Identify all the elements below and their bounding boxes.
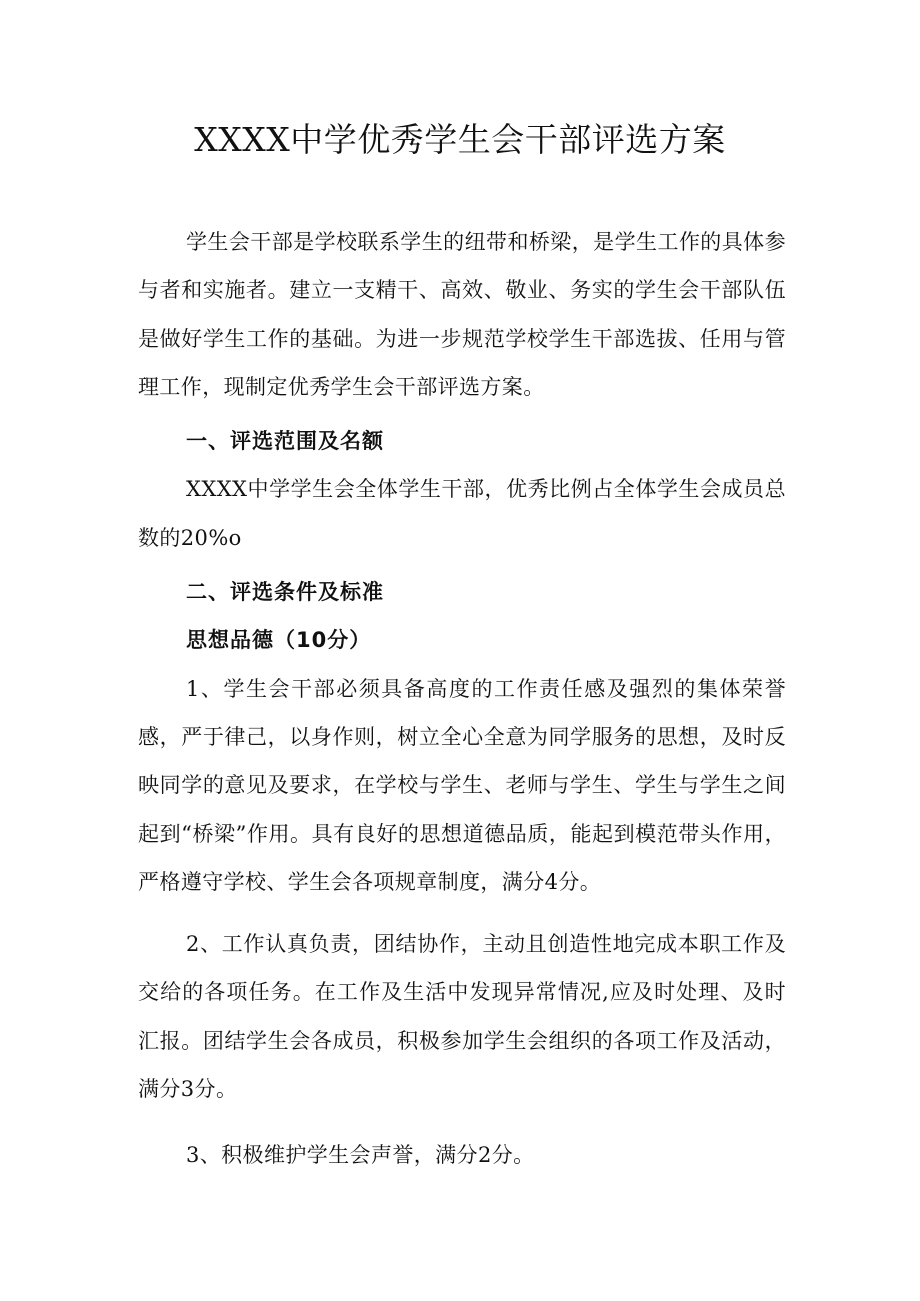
section-heading-scope: 一、评选范围及名额: [186, 429, 384, 454]
criteria-item-3: 3、积极维护学生会声誉，满分2分。: [186, 1143, 535, 1168]
subheading-moral: 思想品德（10分）: [186, 628, 372, 653]
section-heading-criteria: 二、评选条件及标准: [186, 580, 384, 605]
criteria-item-2: 2、工作认真负责，团结协作，主动且创造性地完成本职工作及交给的各项任务。在工作及生活中发现异常情况,应及时处理、及时汇报。团结学生会各成员，积极参加学生会组织的各项工作及活动，满分3分。: [138, 932, 786, 1102]
document-title: XXXX中学优秀学生会干部评选方案: [194, 120, 726, 159]
intro-paragraph: 学生会干部是学校联系学生的纽带和桥梁，是学生工作的具体参与者和实施者。建立一支精干、高效、敬业、务实的学生会干部队伍是做好学生工作的基础。为进一步规范学校学生干部选拔、任用与管理工作，现制定优秀学生会干部评选方案。: [138, 230, 786, 399]
scope-paragraph: XXXX中学学生会全体学生干部，优秀比例占全体学生会成员总数的20%o: [138, 477, 786, 550]
criteria-item-1: 1、学生会干部必须具备高度的工作责任感及强烈的集体荣誉感，严于律己，以身作则，树立全心全意为同学服务的思想，及时反映同学的意见及要求，在学校与学生、老师与学生、学生与学生之间起到“桥梁”作用。具有良好的思想道德品质，能起到模范带头作用，严格遵守学校、学生会各项规章制度，满分4分。: [138, 676, 786, 894]
document-body: [138, 218, 786, 1180]
